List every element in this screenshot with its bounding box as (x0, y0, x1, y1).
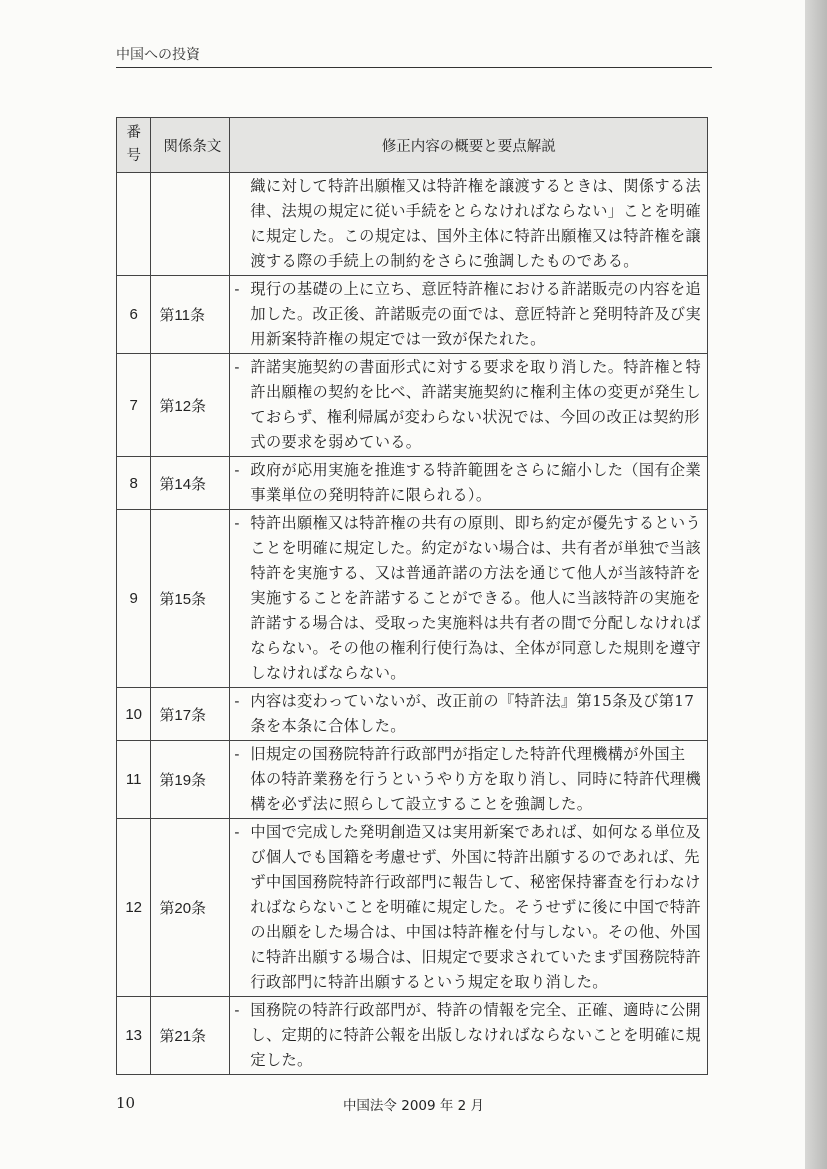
summary-line: に特許出願する場合は、旧規定で要求されていたまず国務院特許 (250, 948, 701, 966)
table-row (117, 741, 708, 819)
summary-line: 定した。 (250, 1051, 313, 1069)
summary-line: 行政部門に特許出願するという規定を取り消した。 (250, 973, 608, 991)
table-row (117, 276, 708, 354)
row-summary (230, 354, 708, 457)
row-article (151, 173, 230, 276)
summary-line: - 旧規定の国務院特許行政部門が指定した特許代理機構が外国主 (234, 742, 701, 767)
table-header-row (117, 118, 708, 173)
summary-line: ず中国国務院特許行政部門に報告して、秘密保持審査を行わなけ (250, 873, 701, 891)
row-number: 12 (117, 819, 151, 997)
row-summary (230, 688, 708, 741)
summary-line: - 許諾実施契約の書面形式に対する要求を取り消した。特許権と特 (234, 355, 701, 380)
row-summary (230, 173, 708, 276)
table-row (117, 819, 708, 997)
header-number: 番号 (117, 118, 151, 173)
summary-line: 許諾する場合は、受取った実施料は共有者の間で分配しなければ (250, 614, 701, 632)
row-article: 第14条 (151, 457, 230, 510)
row-article: 第11条 (151, 276, 230, 354)
summary-line: しなければならない。 (250, 664, 406, 682)
table-row (117, 688, 708, 741)
row-summary (230, 510, 708, 688)
summary-line: 条を本条に合体した。 (250, 717, 406, 735)
summary-line: - 国務院の特許行政部門が、特許の情報を完全、正確、適時に公開 (234, 998, 701, 1023)
row-article: 第17条 (151, 688, 230, 741)
summary-line: - 政府が応用実施を推進する特許範囲をさらに縮小した（国有企業 (234, 458, 701, 483)
summary-line: 体の特許業務を行うというやり方を取り消し、同時に特許代理機 (250, 770, 701, 788)
row-article: 第19条 (151, 741, 230, 819)
summary-line: 事業単位の発明特許に限られる）。 (250, 486, 492, 504)
summary-line: に規定した。この規定は、国外主体に特許出願権又は特許権を譲 (250, 227, 701, 245)
summary-line: び個人でも国籍を考慮せず、外国に特許出願するのであれば、先 (250, 848, 700, 866)
summary-line: 許出願権の契約を比べ、許諾実施契約に権利主体の変更が発生し (250, 383, 701, 401)
page-number: 10 (116, 1094, 136, 1112)
summary-line: 構を必ず法に照らして設立することを強調した。 (250, 795, 593, 813)
summary-line: - 中国で完成した発明創造又は実用新案であれば、如何なる単位及 (234, 820, 701, 845)
summary-line: 実施することを許諾することができる。他人に当該特許の実施を (250, 589, 701, 607)
row-summary (230, 741, 708, 819)
header-summary: 修正内容の概要と要点解説 (230, 118, 708, 173)
amendment-table (116, 117, 708, 1075)
table-row (117, 997, 708, 1075)
summary-line: ておらず、権利帰属が変わらない状況では、今回の改正は契約形 (250, 408, 700, 426)
table-row (117, 510, 708, 688)
row-summary (230, 997, 708, 1075)
table-row (117, 173, 708, 276)
table-row (117, 457, 708, 510)
row-number: 8 (117, 457, 151, 510)
row-number (117, 173, 151, 276)
summary-line: 加した。改正後、許諾販売の面では、意匠特許と発明特許及び実 (250, 305, 701, 323)
page-edge-shadow (805, 0, 827, 1169)
summary-line: ならない。その他の権利行使行為は、全体が同意した規則を遵守 (250, 639, 701, 657)
row-number: 9 (117, 510, 151, 688)
row-number: 13 (117, 997, 151, 1075)
summary-line: - 特許出願権又は特許権の共有の原則、即ち約定が優先するという (234, 511, 701, 536)
row-number: 10 (117, 688, 151, 741)
row-article: 第12条 (151, 354, 230, 457)
row-number: 7 (117, 354, 151, 457)
row-summary (230, 457, 708, 510)
running-head: 中国への投資 (116, 44, 712, 68)
row-article: 第20条 (151, 819, 230, 997)
summary-line: - 内容は変わっていないが、改正前の『特許法』第15条及び第17 (234, 689, 701, 714)
summary-line: 特許を実施する、又は普通許諾の方法を通じて他人が当該特許を (250, 564, 701, 582)
row-summary (230, 276, 708, 354)
summary-line: - 現行の基礎の上に立ち、意匠特許権における許諾販売の内容を追 (234, 277, 701, 302)
footer-publication: 中国法令 2009 年 2 月 (342, 1098, 485, 1114)
summary-line: ことを明確に規定した。約定がない場合は、共有者が単独で当該 (250, 539, 701, 557)
summary-line: 渡する際の手続上の制約をさらに強調したものである。 (250, 252, 639, 270)
summary-line: 織に対して特許出願権又は特許権を譲渡するときは、関係する法 (250, 177, 701, 195)
summary-line: 式の要求を弱めている。 (250, 433, 422, 451)
summary-line: し、定期的に特許公報を出版しなければならないことを明確に規 (250, 1026, 701, 1044)
summary-line: ればならないことを明確に規定した。そうせずに後に中国で特許 (250, 898, 701, 916)
header-article: 関係条文 (151, 118, 230, 173)
row-number: 6 (117, 276, 151, 354)
summary-line: の出願をした場合は、中国は特許権を付与しない。その他、外国 (250, 923, 701, 941)
row-summary (230, 819, 708, 997)
row-article: 第15条 (151, 510, 230, 688)
row-article: 第21条 (151, 997, 230, 1075)
summary-line: 用新案特許権の規定では一致が保たれた。 (250, 330, 546, 348)
row-number: 11 (117, 741, 151, 819)
summary-line: 律、法規の規定に従い手続をとらなければならない」ことを明確 (250, 202, 701, 220)
table-row (117, 354, 708, 457)
